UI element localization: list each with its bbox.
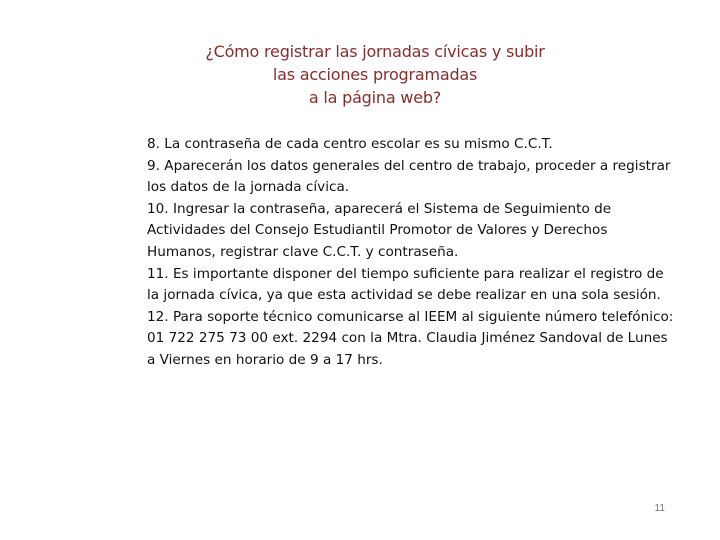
- title-line-2: las acciones programadas: [272, 65, 478, 84]
- title-line-3: a la página web?: [308, 88, 442, 107]
- slide-title: [160, 40, 590, 109]
- instruction-item-9: 9. Aparecerán los datos generales del centro de trabajo, proceder a registrar los datos de la jornada cívica.: [147, 157, 671, 196]
- title-line-1: ¿Cómo registrar las jornadas cívicas y subir: [205, 42, 545, 61]
- instruction-item-10: 10. Ingresar la contraseña, aparecerá el Sistema de Seguimiento de Actividades del Consejo Estudiantil Promotor de Valores y Derechos Humanos, registrar clave C.C.T. y contraseña.: [147, 200, 612, 260]
- instruction-list: [147, 134, 677, 372]
- instruction-item-12: 12. Para soporte técnico comunicarse al IEEM al siguiente número telefónico: 01 722 275 73 00 ext. 2294 con la Mtra. Claudia Jiménez Sandoval de Lunes a Viernes en horario de 9 a 17 hrs.: [147, 308, 674, 368]
- instruction-item-8: 8. La contraseña de cada centro escolar es su mismo C.C.T.: [147, 136, 553, 152]
- instruction-item-11: 11. Es importante disponer del tiempo suficiente para realizar el registro de la jornada cívica, ya que esta actividad se debe realizar en una sola sesión.: [147, 265, 664, 304]
- page-number: 11: [654, 503, 665, 514]
